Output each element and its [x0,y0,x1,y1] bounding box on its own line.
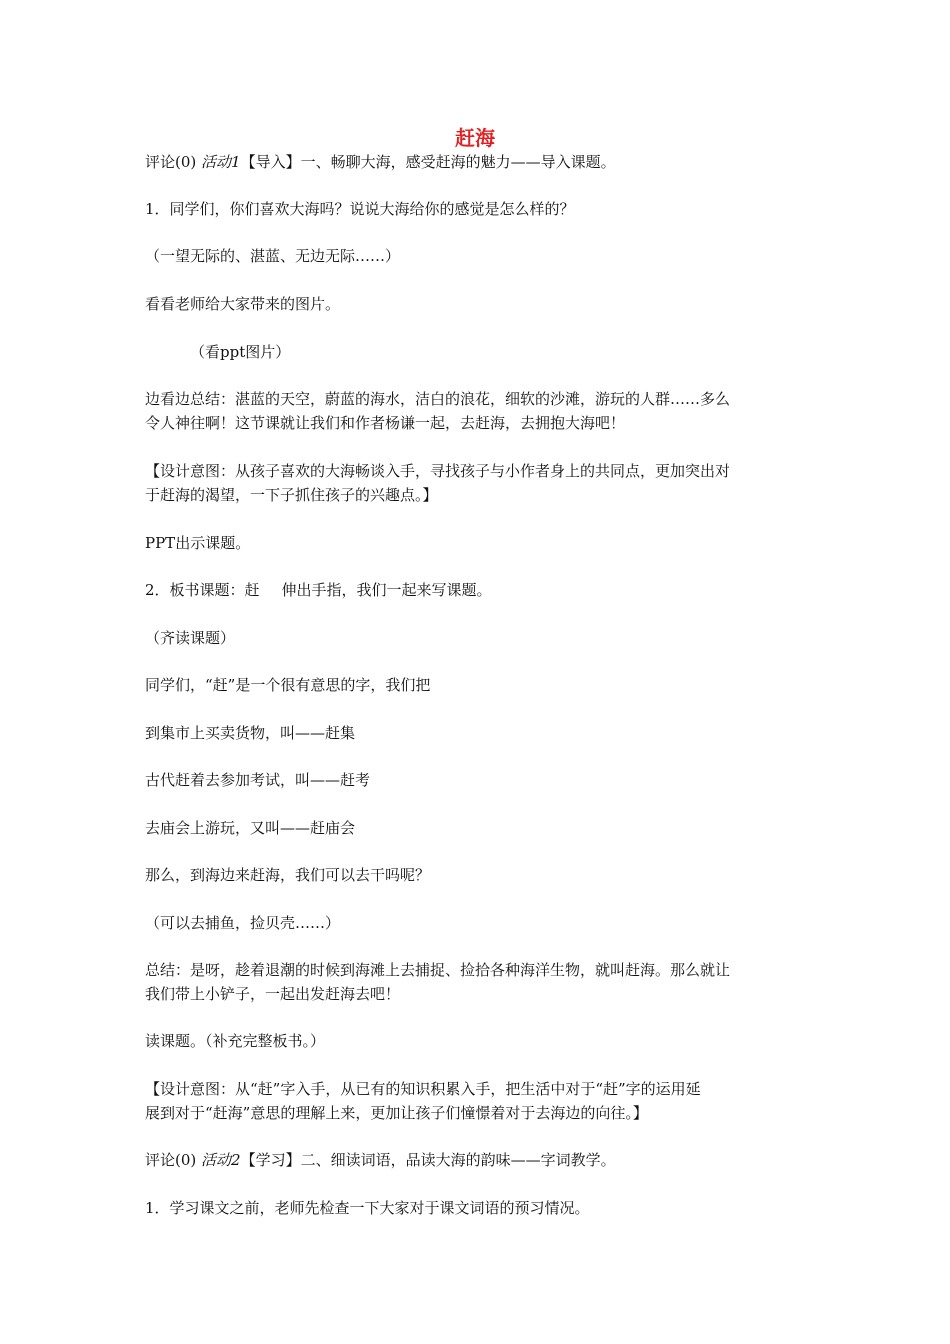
paragraph: 去庙会上游玩，又叫——赶庙会 [145,819,356,837]
paragraph: （齐读课题） [145,629,236,647]
document-title: 赶海 [455,126,495,150]
paragraph: （可以去捕鱼，捡贝壳……） [145,914,341,932]
paragraph: PPT出示课题。 [145,534,251,552]
board-title-rest: 伸出手指，我们一起来写课题。 [281,581,492,599]
activity-tag: 【学习】 [240,1151,301,1169]
design-intent-line: 【设计意图：从“赶”字入手，从已有的知识积累入手，把生活中对于“赶”字的运用延 [145,1080,701,1098]
paragraph: 那么，到海边来赶海，我们可以去干吗呢？ [145,866,431,884]
paragraph [145,578,805,602]
activity-title: 一、畅聊大海，感受赶海的魅力——导入课题。 [300,153,616,171]
paragraph: 读课题。（补充完整板书。） [145,1032,326,1050]
paragraph-line: 总结：是呀，趁着退潮的时候到海滩上去捕捉、捡拾各种海洋生物，就叫赶海。那么就让 [145,961,731,979]
activity-label: 活动1 [201,153,241,171]
paragraph: 到集市上买卖货物，叫——赶集 [145,724,356,742]
activity-1-heading [145,150,805,174]
activity-2-heading [145,1148,805,1172]
comment-link[interactable]: 评论(0) [145,1151,197,1169]
paragraph-line: 令人神往啊！这节课就让我们和作者杨谦一起，去赶海，去拥抱大海吧！ [145,414,626,432]
paragraph-line: 边看边总结：湛蓝的天空，蔚蓝的海水，洁白的浪花，细软的沙滩，游玩的人群……多么 [145,390,731,408]
paragraph: 1．同学们，你们喜欢大海吗？说说大海给你的感觉是怎么样的？ [145,200,575,218]
paragraph: 古代赶着去参加考试，叫——赶考 [145,771,371,789]
design-intent-line: 于赶海的渴望，一下子抓住孩子的兴趣点。】 [145,486,438,504]
activity-label: 活动2 [201,1151,241,1169]
paragraph: （看ppt图片） [190,343,291,361]
board-title-text: 2．板书课题：赶 [145,581,260,599]
activity-title: 二、细读词语，品读大海的韵味——字词教学。 [300,1151,616,1169]
design-intent-line: 展到对于“赶海”意思的理解上来，更加让孩子们憧憬着对于去海边的向往。】 [145,1104,648,1122]
activity-tag: 【导入】 [240,153,301,171]
paragraph: 看看老师给大家带来的图片。 [145,295,341,313]
paragraph: 1．学习课文之前，老师先检查一下大家对于课文词语的预习情况。 [145,1199,590,1217]
paragraph: （一望无际的、湛蓝、无边无际……） [145,247,401,265]
design-intent-line: 【设计意图：从孩子喜欢的大海畅谈入手，寻找孩子与小作者身上的共同点，更加突出对 [145,462,731,480]
comment-link[interactable]: 评论(0) [145,153,197,171]
paragraph-line: 我们带上小铲子，一起出发赶海去吧！ [145,985,401,1003]
paragraph: 同学们，“赶”是一个很有意思的字，我们把 [145,676,431,694]
